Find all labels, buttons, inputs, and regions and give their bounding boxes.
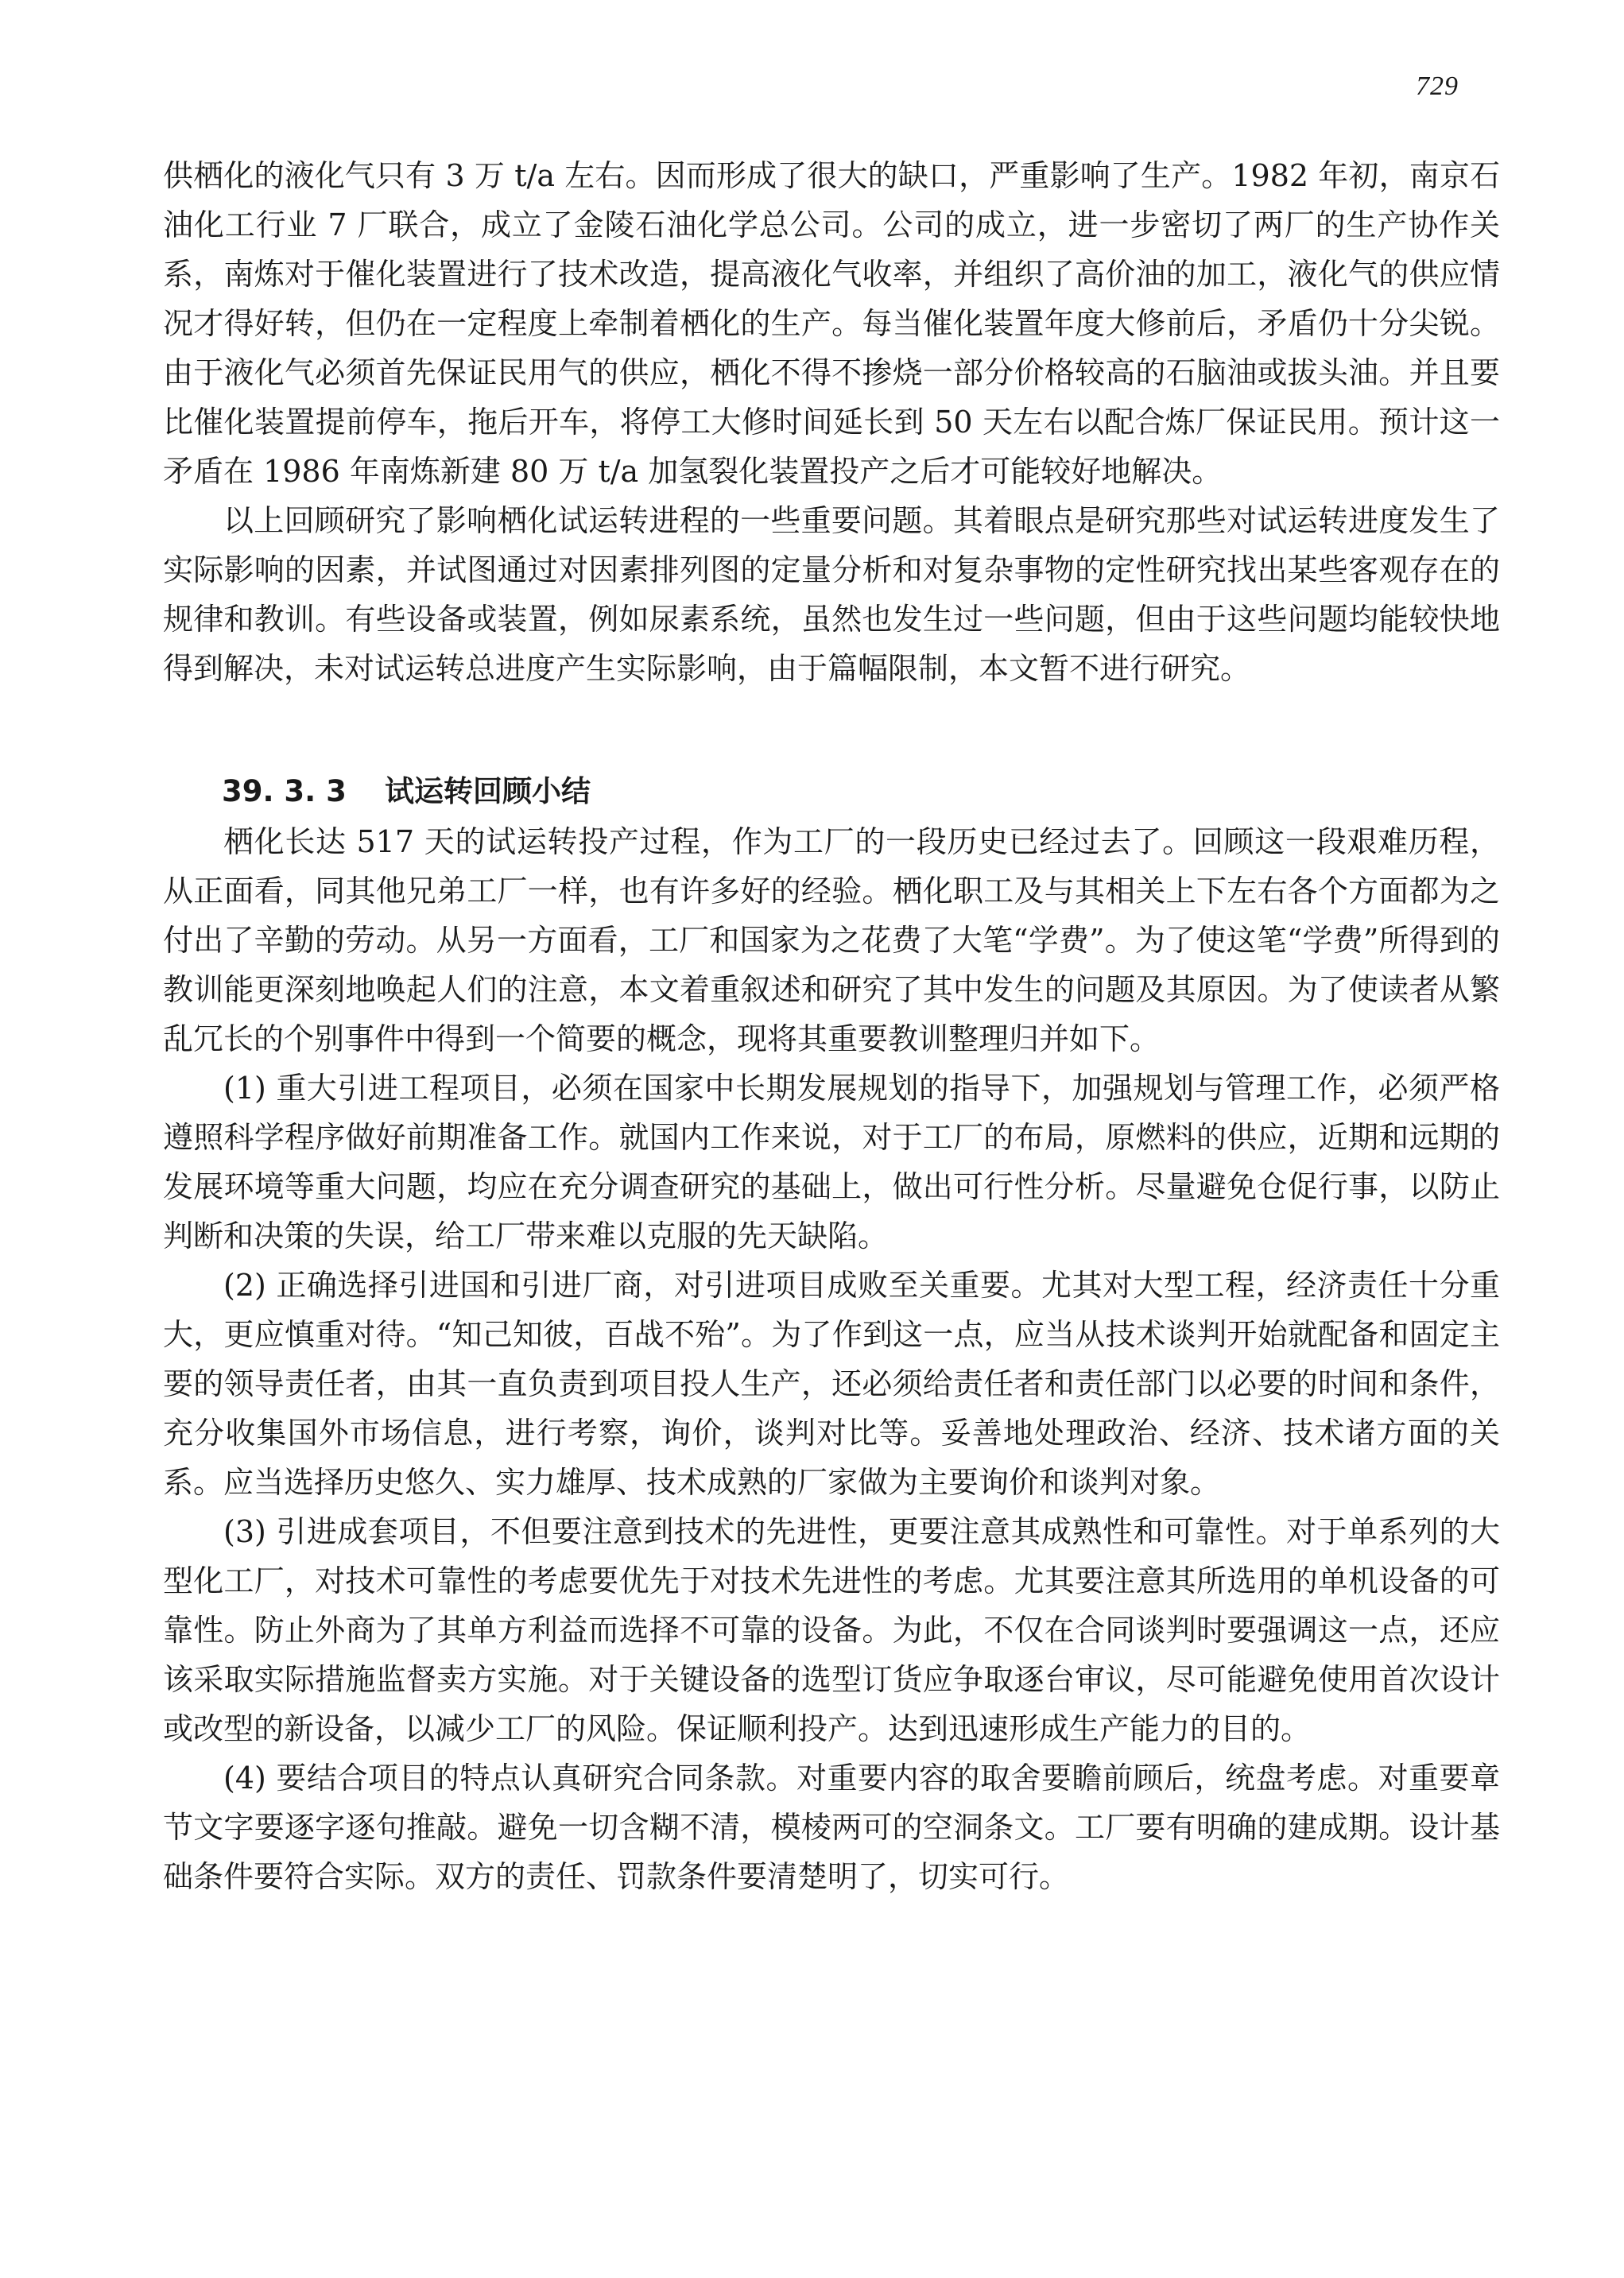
paragraph-lesson-1: (1) 重大引进工程项目，必须在国家中长期发展规划的指导下，加强规划与管理工作，必须严格遵照科学程序做好前期准备工作。就国内工作来说，对于工厂的布局，原燃料的供应，近期和远期的发展环境等重大问题，均应在充分调查研究的基础上，做出可行性分析。尽量避免仓促行事，以防止判断和决策的失误，给工厂带来难以克服的先天缺陷。 bbox=[163, 1071, 1500, 1253]
paragraph-lesson-4: (4) 要结合项目的特点认真研究合同条款。对重要内容的取舍要瞻前顾后，统盘考虑。对重要章节文字要逐字逐句推敲。避免一切含糊不清，模棱两可的空洞条文。工厂要有明确的建成期。设计基础条件要符合实际。双方的责任、罚款条件要清楚明了，切实可行。 bbox=[163, 1761, 1500, 1894]
page-number: 729 bbox=[1416, 72, 1459, 101]
page-body bbox=[163, 151, 1500, 1901]
section-number: 39. 3. 3 bbox=[222, 774, 347, 808]
paragraph-review-summary: 以上回顾研究了影响栖化试运转进程的一些重要问题。其着眼点是研究那些对试运转进度发生了实际影响的因素，并试图通过对因素排列图的定量分析和对复杂事物的定性研究找出某些客观存在的规律和教训。有些设备或装置，例如尿素系统，虽然也发生过一些问题，但由于这些问题均能较快地得到解决，未对试运转总进度产生实际影响，由于篇幅限制，本文暂不进行研究。 bbox=[163, 503, 1500, 686]
paragraph-continuation: 供栖化的液化气只有 3 万 t/a 左右。因而形成了很大的缺口，严重影响了生产。1982 年初，南京石油化工行业 7 厂联合，成立了金陵石油化学总公司。公司的成立，进一步密切了两厂的生产协作关系，南炼对于催化装置进行了技术改造，提高液化气收率，并组织了高价油的加工，液化气的供应情况才得好转，但仍在一定程度上牵制着栖化的生产。每当催化装置年度大修前后，矛盾仍十分尖锐。由于液化气必须首先保证民用气的供应，栖化不得不掺烧一部分价格较高的石脑油或拔头油。并且要比催化装置提前停车，拖后开车，将停工大修时间延长到 50 天左右以配合炼厂保证民用。预计这一矛盾在 1986 年南炼新建 80 万 t/a 加氢裂化装置投产之后才可能较好地解决。 bbox=[163, 158, 1500, 489]
paragraph-lesson-2: (2) 正确选择引进国和引进厂商，对引进项目成败至关重要。尤其对大型工程，经济责任十分重大，更应慎重对待。“知己知彼，百战不殆”。为了作到这一点，应当从技术谈判开始就配备和固定主要的领导责任者，由其一直负责到项目投人生产，还必须给责任者和责任部门以必要的时间和条件，充分收集国外市场信息，进行考察，询价，谈判对比等。妥善地处理政治、经济、技术诸方面的关系。应当选择历史悠久、实力雄厚、技术成熟的厂家做为主要询价和谈判对象。 bbox=[163, 1268, 1500, 1500]
section-heading bbox=[163, 766, 1500, 817]
paragraph-lesson-3: (3) 引进成套项目，不但要注意到技术的先进性，更要注意其成熟性和可靠性。对于单系列的大型化工厂，对技术可靠性的考虑要优先于对技术先进性的考虑。尤其要注意其所选用的单机设备的可靠性。防止外商为了其单方利益而选择不可靠的设备。为此，不仅在合同谈判时要强调这一点，还应该采取实际措施监督卖方实施。对于关键设备的选型订货应争取逐台审议，尽可能避免使用首次设计或改型的新设备，以减少工厂的风险。保证顺利投产。达到迅速形成生产能力的目的。 bbox=[163, 1514, 1500, 1746]
section-title: 试运转回顾小结 bbox=[384, 774, 591, 808]
paragraph-intro: 栖化长达 517 天的试运转投产过程，作为工厂的一段历史已经过去了。回顾这一段艰难历程，从正面看，同其他兄弟工厂一样，也有许多好的经验。栖化职工及与其相关上下左右各个方面都为之付出了辛勤的劳动。从另一方面看，工厂和国家为之花费了大笔“学费”。为了使这笔“学费”所得到的教训能更深刻地唤起人们的注意，本文着重叙述和研究了其中发生的问题及其原因。为了使读者从繁乱冗长的个别事件中得到一个简要的概念，现将其重要教训整理归并如下。 bbox=[163, 824, 1500, 1056]
